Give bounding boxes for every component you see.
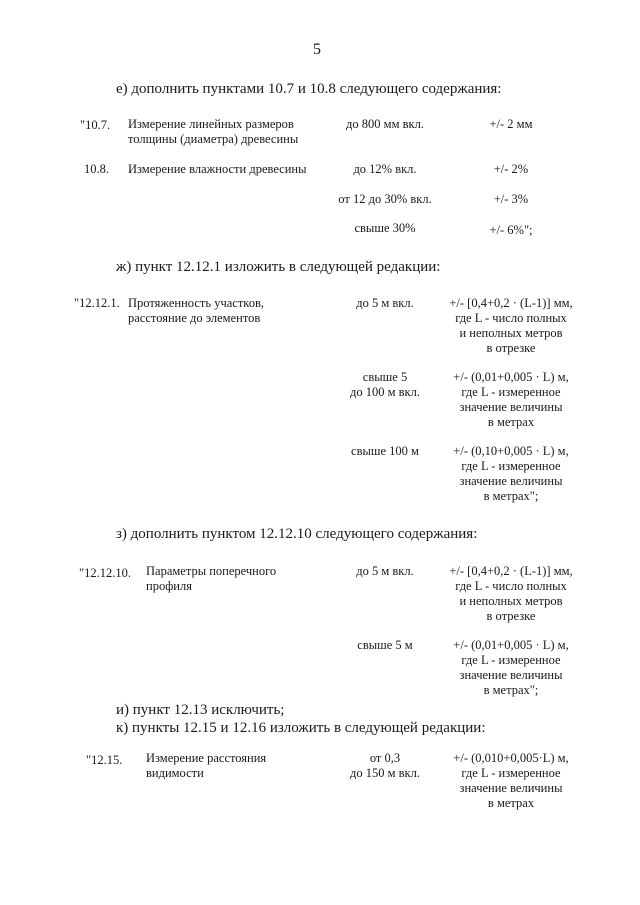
item-description: Измерение расстояния видимости	[146, 751, 267, 780]
item-tolerance: +/- (0,010+0,005·L) м, где L - измеренное значение величины в метрах	[453, 751, 569, 810]
item-tolerance: +/- 3%	[493, 192, 529, 206]
item-description: Измерение линейных размеров толщины (диаметра) древесины	[128, 117, 299, 146]
item-num: 10.8.	[84, 162, 109, 176]
item-range: свыше 100 м	[351, 444, 419, 458]
item-range: до 5 м вкл.	[356, 296, 414, 310]
item-range: свыше 5 до 100 м вкл.	[350, 370, 420, 399]
item-range: свыше 5 м	[357, 638, 413, 652]
item-num: "12.12.10.	[79, 566, 131, 580]
item-range: свыше 30%	[354, 221, 416, 235]
item-num: "12.12.1.	[74, 296, 120, 310]
item-description: Протяженность участков, расстояние до элементов	[128, 296, 265, 325]
item-tolerance: +/- 2%	[493, 162, 529, 176]
item-num: "12.15.	[86, 753, 123, 767]
item-tolerance: +/- 2 мм	[489, 117, 533, 131]
section-k-heading: к) пункты 12.15 и 12.16 изложить в следующей редакции:	[116, 720, 486, 736]
item-tolerance: +/- 6%";	[489, 223, 533, 237]
section-z-heading: з) дополнить пунктом 12.12.10 следующего содержания:	[116, 526, 478, 542]
item-tolerance: +/- (0,01+0,005 · L) м, где L - измеренное значение величины в метрах";	[453, 638, 569, 697]
item-range: до 12% вкл.	[353, 162, 417, 176]
item-range: до 800 мм вкл.	[346, 117, 424, 131]
item-description: Измерение влажности древесины	[128, 162, 307, 176]
item-range: до 5 м вкл.	[356, 564, 414, 578]
item-tolerance: +/- (0,10+0,005 · L) м, где L - измеренное значение величины в метрах";	[453, 444, 569, 503]
item-num: "10.7.	[80, 118, 111, 132]
item-tolerance: +/- (0,01+0,005 · L) м, где L - измеренное значение величины в метрах	[453, 370, 569, 429]
item-range: от 12 до 30% вкл.	[338, 192, 432, 206]
section-zh-heading: ж) пункт 12.12.1 изложить в следующей редакции:	[116, 259, 441, 275]
item-tolerance: +/- [0,4+0,2 · (L-1)] мм, где L - число полных и неполных метров в отрезке	[449, 564, 573, 623]
item-i-text: и) пункт 12.13 исключить;	[116, 702, 285, 718]
page-number: 5	[313, 41, 321, 58]
section-e-heading: е) дополнить пунктами 10.7 и 10.8 следующего содержания:	[116, 81, 502, 97]
item-tolerance: +/- [0,4+0,2 · (L-1)] мм, где L - число полных и неполных метров в отрезке	[449, 296, 573, 355]
item-range: от 0,3 до 150 м вкл.	[350, 751, 420, 780]
item-description: Параметры поперечного профиля	[146, 564, 277, 593]
